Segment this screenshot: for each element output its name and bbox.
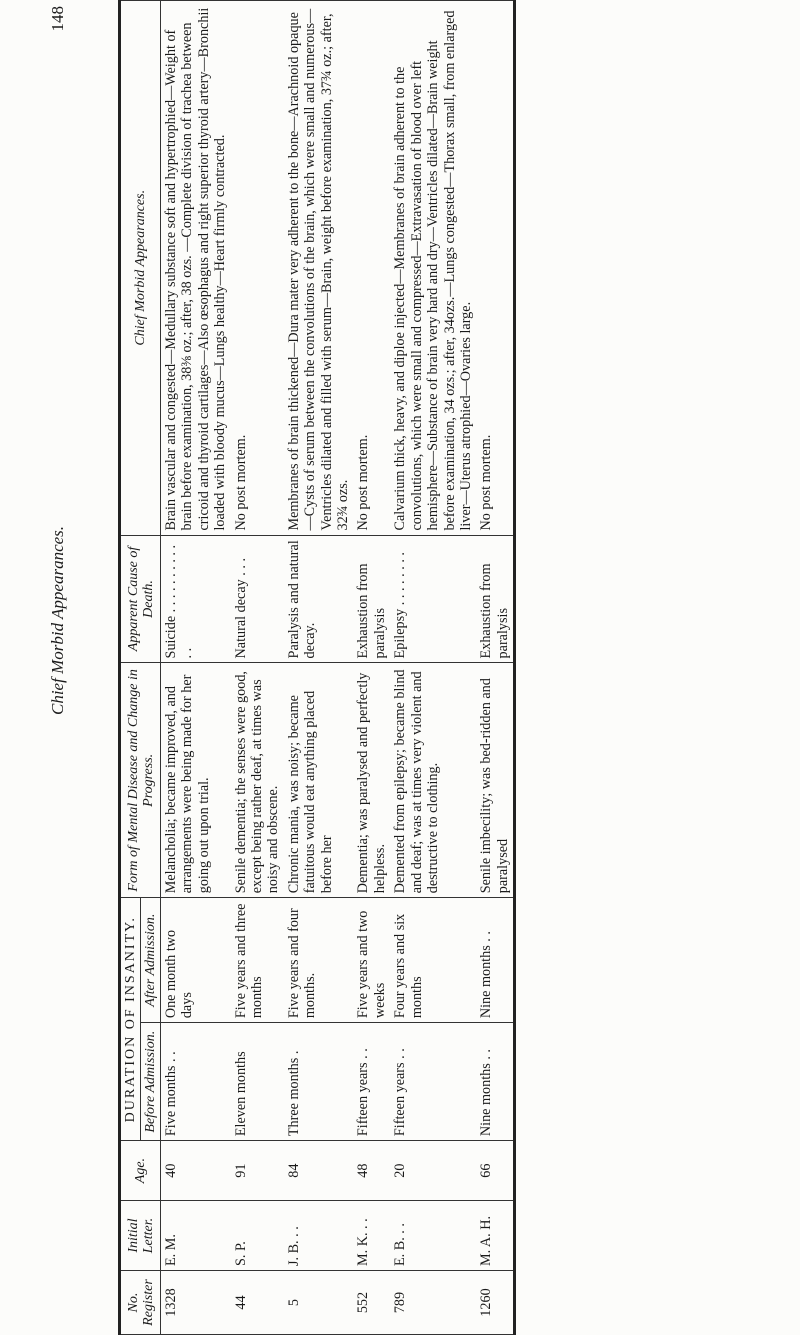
- cell-initial: M. A. H.: [476, 1201, 514, 1271]
- page-number: 148: [48, 6, 67, 32]
- col-age-header: Age.: [120, 1141, 161, 1201]
- cell-appearances: No post mortem.: [476, 1, 514, 536]
- cell-register: 789: [390, 1271, 476, 1335]
- cell-after: Four years and six months: [390, 898, 476, 1023]
- cell-age: 48: [353, 1141, 390, 1201]
- cell-register: 5: [284, 1271, 354, 1335]
- col-initial-header: Initial Letter.: [120, 1201, 161, 1271]
- cell-cause: Paralysis and natural decay.: [284, 535, 354, 663]
- cell-cause: Natural decay . . .: [231, 535, 284, 663]
- col-duration-header: DURATION OF INSANITY.: [120, 898, 141, 1141]
- cell-before: Fifteen years . .: [353, 1023, 390, 1141]
- cell-cause: Epilepsy . . . . . . . .: [390, 535, 476, 663]
- cell-cause: Exhaustion from paralysis: [476, 535, 514, 663]
- cell-after: Nine months . .: [476, 898, 514, 1023]
- cell-after: Five years and two weeks: [353, 898, 390, 1023]
- cell-initial: S. P.: [231, 1201, 284, 1271]
- table-row: [476, 1, 514, 1335]
- table-row: [390, 1, 476, 1335]
- cell-before: Nine months . .: [476, 1023, 514, 1141]
- col-appearances-header: Chief Morbid Appearances.: [120, 1, 161, 536]
- cell-after: Five years and three months: [231, 898, 284, 1023]
- cell-form: Senile imbecility; was bed-ridden and paralysed: [476, 663, 514, 898]
- col-register-header: No. Register: [120, 1271, 161, 1335]
- cell-cause: Suicide . . . . . . . . . . . .: [161, 535, 231, 663]
- running-head: Chief Morbid Appearances.: [48, 525, 67, 715]
- cell-before: Fifteen years . .: [390, 1023, 476, 1141]
- col-after-header: After Admission.: [141, 898, 161, 1023]
- cell-before: Eleven months: [231, 1023, 284, 1141]
- cell-initial: E. B. . .: [390, 1201, 476, 1271]
- table-body: [161, 1, 515, 1335]
- cell-appearances: Membranes of brain thickened—Dura mater very adherent to the bone—Arachnoid opaque—Cysts of serum between the convolutions of the brain, which were small and numerous—Ventricles dilated and filled with serum—Brain, weight before examination, 37¾ oz.; after, 32¾ ozs.: [284, 1, 354, 536]
- cell-register: 552: [353, 1271, 390, 1335]
- cell-form: Senile dementia; the senses were good, except being rather deaf, at times was noisy and obscene.: [231, 663, 284, 898]
- cell-initial: M. K. . .: [353, 1201, 390, 1271]
- table-row: [353, 1, 390, 1335]
- cell-age: 20: [390, 1141, 476, 1201]
- cell-before: Three months .: [284, 1023, 354, 1141]
- cell-form: Demented from epilepsy; became blind and deaf; was at times very violent and destructive to clothing.: [390, 663, 476, 898]
- cell-initial: J. B. . .: [284, 1201, 354, 1271]
- cell-age: 40: [161, 1141, 231, 1201]
- cell-form: Dementia; was paralysed and perfectly helpless.: [353, 663, 390, 898]
- cell-form: Chronic mania, was noisy; became fatuitous would eat anything placed before her: [284, 663, 354, 898]
- cell-appearances: No post mortem.: [353, 1, 390, 536]
- cell-after: One month two days: [161, 898, 231, 1023]
- table-row: [231, 1, 284, 1335]
- cell-register: 1260: [476, 1271, 514, 1335]
- cell-age: 84: [284, 1141, 354, 1201]
- post-mortem-table: [118, 0, 516, 1335]
- cell-register: 1328: [161, 1271, 231, 1335]
- col-form-header: Form of Mental Disease and Change in Progress.: [120, 663, 161, 898]
- cell-appearances: Calvarium thick, heavy, and diploe injected—Membranes of brain adherent to the convolutions, which were small and compressed—Extravasation of blood over left hemisphere—Substance of brain very hard and dry—Ventricles dilated—Brain weight before examination, 34 ozs.; after, 34ozs.—Lungs congested—Thorax small, from enlarged liver—Uterus atrophied—Ovaries large.: [390, 1, 476, 536]
- cell-after: Five years and four months.: [284, 898, 354, 1023]
- cell-appearances: Brain vascular and congested—Medullary substance soft and hypertrophied—Weight of brain before examination, 38⅜ oz.; after, 38 ozs. —Complete division of trachea between cricoid and thyroid cartilages—Also œsophagus and right superior thyroid artery—Bronchii loaded with bloody mucus—Lungs healthy—Heart firmly contracted.: [161, 1, 231, 536]
- cell-before: Five months . .: [161, 1023, 231, 1141]
- page-header: [0, 0, 120, 1335]
- col-before-header: Before Admission.: [141, 1023, 161, 1141]
- cell-age: 91: [231, 1141, 284, 1201]
- cell-register: 44: [231, 1271, 284, 1335]
- table-row: [161, 1, 231, 1335]
- col-cause-header: Apparent Cause of Death.: [120, 535, 161, 663]
- cell-initial: E. M.: [161, 1201, 231, 1271]
- table-row: [284, 1, 354, 1335]
- cell-age: 66: [476, 1141, 514, 1201]
- cell-cause: Exhaustion from paralysis: [353, 535, 390, 663]
- cell-appearances: No post mortem.: [231, 1, 284, 536]
- cell-form: Melancholia; became improved, and arrangements were being made for her going out upon trial.: [161, 663, 231, 898]
